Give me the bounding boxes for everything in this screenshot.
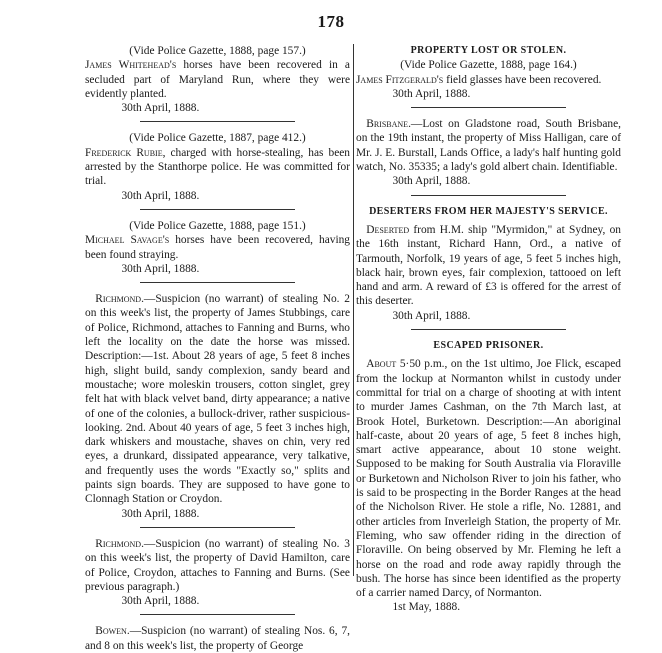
notice-date: 30th April, 1888. [392, 309, 471, 322]
notice-body: horses have been recovered, having been found straying. [85, 234, 351, 261]
notice-text [356, 117, 621, 174]
divider [411, 195, 566, 196]
divider [140, 121, 295, 122]
notice-body: .—Suspicion (no warrant) of stealing No. 3 on this week's list, the property of David Hamilton, care of Police, Croydon, attaches to Fanning and Burns. (See previous paragraph.) [85, 537, 350, 593]
notice-name: Deserted [366, 223, 410, 236]
notice-name: James Fitzgerald's [356, 73, 444, 86]
notice-date: 30th April, 1888. [121, 507, 200, 520]
right-column [356, 44, 621, 615]
notice-date: 30th April, 1888. [392, 175, 471, 188]
notice-name: Michael Savage's [85, 234, 170, 247]
divider [140, 209, 295, 210]
divider [140, 614, 295, 615]
gazette-reference: (Vide Police Gazette, 1887, page 412.) [129, 132, 306, 145]
notice-name: James Whitehead's [85, 59, 177, 72]
gazette-reference: (Vide Police Gazette, 1888, page 164.) [400, 59, 577, 72]
notice-body: .—Lost on Gladstone road, South Brisbane, on the 19th instant, the property of Miss Halligan, care of Mr. J. E. Burstall, Lands Office, a lady's half hunting gold watch, No. 35335; a lady's gold albert chain. Identifiable. [356, 118, 621, 174]
notice-name: Frederick Rubie [85, 146, 163, 159]
notice-text [85, 537, 350, 594]
notice-name: Richmond [95, 537, 142, 550]
notice-date: 30th April, 1888. [121, 595, 200, 608]
divider [140, 282, 295, 283]
section-heading: DESERTERS FROM HER MAJESTY'S SERVICE. [369, 205, 608, 217]
left-column [85, 44, 350, 653]
gazette-reference: (Vide Police Gazette, 1888, page 151.) [129, 219, 306, 232]
notice-text [85, 624, 350, 653]
notice-body: .—Suspicion (no warrant) of stealing No. 2 on this week's list, the property of James Stubbings, care of Police, Richmond, attaches to Fanning and Burns, who left the locality on the date the horse was missed. Description:—1st. About 28 years of age, 5 feet 8 inches high, slight build, sandy complexion, sandy beard and moustache; wore moleskin trousers, cotton singlet, grey felt hat with black velvet band, dirty appearance; a native of one of the colonies, a bullock-driver, rather suspicious-looking. 2nd. About 40 years of age, 5 feet 3 inches high, dark whiskers and moustache, shaves on chin, very red eyes, a drunkard, dissipated appearance, very talkative, and frequently uses the words "Exactly so," splits and paints sign boards. They are supposed to have gone to Clonnagh Station or Croydon. [85, 293, 350, 506]
page-number: 178 [317, 12, 345, 31]
notice-text [356, 357, 621, 600]
notice-text [356, 223, 621, 309]
notice-name: About [366, 358, 397, 371]
notice-date: 1st May, 1888. [392, 601, 461, 614]
divider [411, 107, 566, 108]
notice-name: Brisbane [366, 118, 409, 131]
notice-date: 30th April, 1888. [121, 262, 200, 275]
section-heading: PROPERTY LOST OR STOLEN. [410, 45, 567, 56]
notice-name: Bowen [95, 625, 127, 638]
notice-text [85, 58, 350, 101]
notice-name: Richmond [95, 293, 142, 306]
notice-body: from H.M. ship "Myrmidon," at Sydney, on the 16th instant, Richard Hann, Ord., a native of Tarmouth, Norfolk, 19 years of age, 5 feet 5 inches high, black hair, brown eyes, fair complexion, tattooed on left hand and arm. A reward of £3 is offered for the arrest of this deserter. [356, 223, 621, 308]
column-divider [353, 44, 354, 576]
notice-date: 30th April, 1888. [121, 189, 200, 202]
divider [411, 329, 566, 330]
gazette-reference: (Vide Police Gazette, 1888, page 157.) [129, 45, 306, 57]
notice-text [85, 292, 350, 506]
notice-body: horses have been recovered in a secluded part of Maryland Run, where they were evidently planted. [85, 59, 350, 100]
notice-date: 30th April, 1888. [392, 87, 471, 100]
notice-body: 5·50 p.m., on the 1st ultimo, Joe Flick, escaped from the lockup at Normanton whilst in custody under committal for trial on a charge of shooting at with intent to murder James Cashman, on the 7th March last, at Brook Hotel, Burketown. Description:—An aboriginal half-caste, about 20 years of age, 5 feet 8 inches high, smart active appearance, about 10 stone weight. Supposed to be making for South Australia via Floraville or Burketown and Nicholson River to join his father, who is said to be prospecting in the Border Ranges at the head of the Nicholson River. He stole a rifle, No. 12881, and other articles from Inverleigh Station, the property of Mr. Fleming, who saw offender riding in the direction of Floraville. On being observed by Mr. Fleming he left a horse on the road and rode away rapidly through the bush. The horse has since been identified as the property of a carrier named Darcy, of Normanton. [356, 358, 621, 600]
notice-text [85, 233, 350, 262]
notice-body: field glasses have been recovered. [443, 73, 602, 86]
notice-body: .—Suspicion (no warrant) of stealing Nos. 6, 7, and 8 on this week's list, the property of George [85, 625, 350, 652]
notice-date: 30th April, 1888. [121, 102, 200, 115]
notice-text [85, 146, 350, 189]
notice-body: , charged with horse-stealing, has been arrested by the Stanthorpe police. He was committed for trial. [85, 146, 350, 188]
divider [140, 527, 295, 528]
section-heading: ESCAPED PRISONER. [433, 340, 544, 352]
notice-text [356, 73, 621, 87]
